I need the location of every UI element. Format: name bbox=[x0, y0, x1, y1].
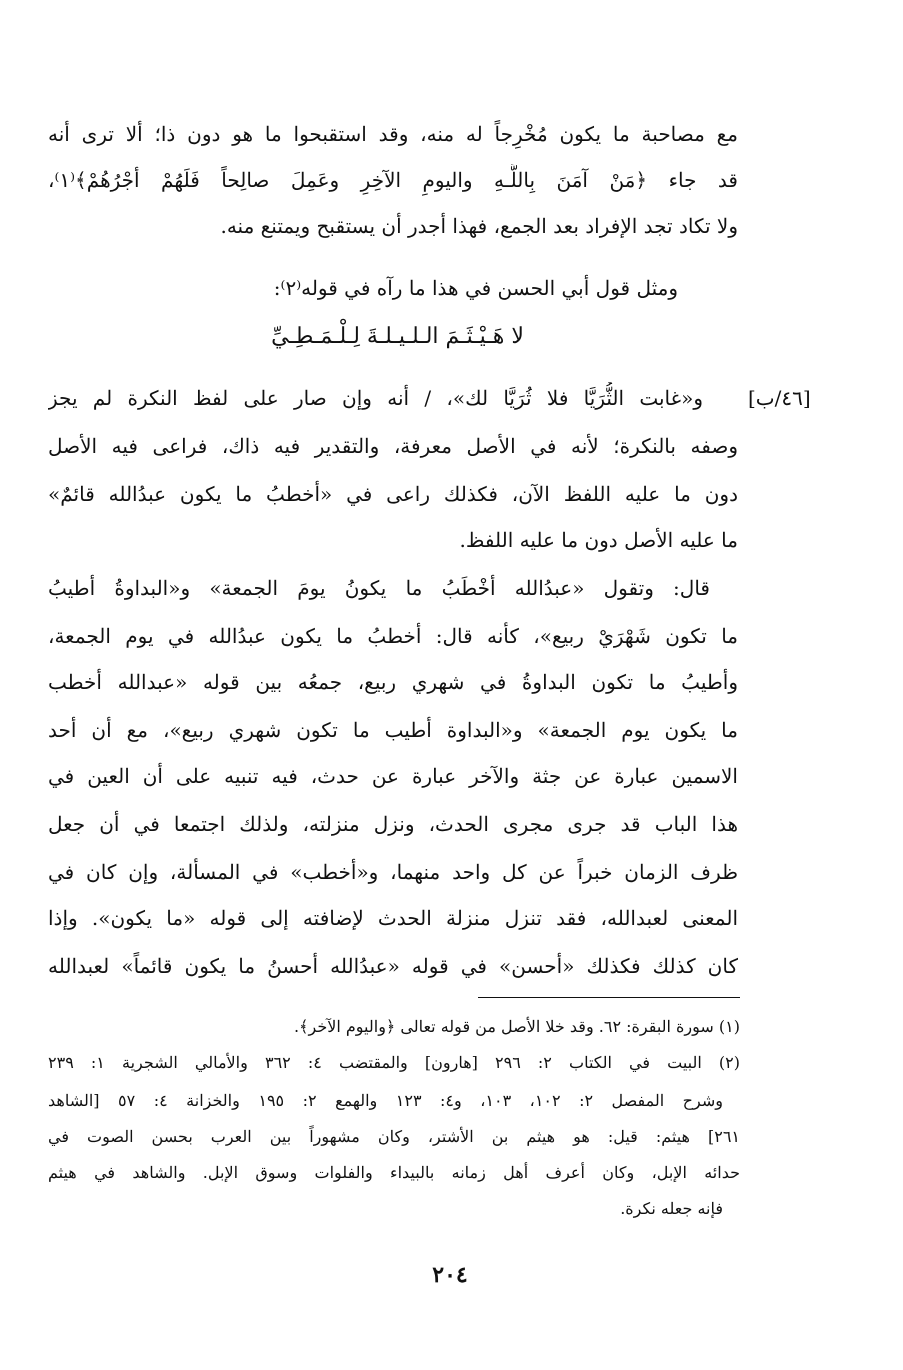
body-line: ظرف الزمان خبراً عن كل واحد منهما، و«أخطب» في المسألة، وإن كان في bbox=[48, 860, 738, 884]
body-line: المعنى لعبدالله، فقد تنزل منزلة الحدث لإضافته إلى قوله «ما يكون». وإذا bbox=[48, 906, 738, 930]
body-line: وصفه بالنكرة؛ لأنه في الأصل معرفة، والتقدير فيه ذاك، فراعى فيه الأصل bbox=[48, 434, 738, 458]
footnote-2: (٢) البيت في الكتاب ٢: ٢٩٦ [هارون] والمقتضب ٤: ٣٦٢ والأمالي الشجرية ١: ٢٣٩ bbox=[48, 1053, 740, 1072]
body-line: دون ما عليه اللفظ الآن، فكذلك راعى في «أخطبُ ما يكون عبدُالله قائمٌ» bbox=[48, 482, 738, 506]
footnote-2-continued: حدائه الإبل، وكان أعرف أهل زمانه بالبيداء والفلوات وسوق الإبل. والشاهد في هيثم bbox=[48, 1163, 740, 1182]
footnote-2-continued: ٢٦١] هيثم: قيل: هو هيثم بن الأشتر، وكان مشهوراً بين العرب بحسن الصوت في bbox=[48, 1127, 740, 1146]
body-line: ما عليه الأصل دون ما عليه اللفظ. bbox=[459, 528, 738, 552]
body-line: ما تكون شَهْرَيْ ربيع»، كأنه قال: أخطبُ ما يكون عبدُالله في يوم الجمعة، bbox=[48, 624, 738, 648]
body-line: ولا تكاد تجد الإفراد بعد الجمع، فهذا أجدر أن يستقبح ويمتنع منه. bbox=[220, 214, 738, 238]
body-line: قال: وتقول «عبدُالله أخْطَبُ ما يكونُ يومَ الجمعة» و«البداوةُ أطيبُ bbox=[48, 576, 710, 600]
body-line: هذا الباب قد جرى مجرى الحدث، ونزل منزلته، ولذلك اجتمعا في أن جعل bbox=[48, 812, 738, 836]
page-number: ٢٠٤ bbox=[432, 1262, 468, 1288]
body-line: وأطيبُ ما تكون البداوةُ في شهري ربيع، جمعُه بين قوله «عبدالله أخطب bbox=[48, 670, 738, 694]
manuscript-folio-marker: [٤٦/ب] bbox=[748, 386, 811, 410]
body-line: و«غابت الثُّرَيَّا فلا ثُرَيَّا لك»، / أنه وإن صار على لفظ النكرة لم يجز bbox=[48, 386, 703, 410]
body-line: ما يكون يوم الجمعة» و«البداوة أطيب ما تكون شهري ربيع»، مع أن أحد bbox=[48, 718, 738, 742]
verse-intro: ومثل قول أبي الحسن في هذا ما رآه في قوله⁽٢⁾: bbox=[273, 276, 678, 300]
body-line: كان كذلك فكذلك «أحسن» في قوله «عبدُالله أحسنُ ما يكون قائماً» لعبدالله bbox=[48, 954, 738, 978]
verse-line: لا هَـيْـثَـمَ الـلـيـلـةَ لِـلْـمَـطِـيِّ bbox=[271, 324, 524, 349]
footnote-1: (١) سورة البقرة: ٦٢. وقد خلا الأصل من قوله تعالى ﴿واليوم الآخر﴾. bbox=[294, 1017, 740, 1036]
body-line: قد جاء ﴿مَنْ آمَنَ بِاللَّـهِ واليومِ الآخِرِ وعَمِلَ صالِحاً فَلَهُمْ أجْرُهُمْ﴾⁽١⁾، bbox=[48, 168, 738, 192]
body-line: الاسمين عبارة عن جثة والآخر عبارة عن حدث، فيه تنبيه على أن العين في bbox=[48, 764, 738, 788]
body-line: مع مصاحبة ما يكون مُخْرِجاً له منه، وقد استقبحوا ما هو دون ذا؛ ألا ترى أنه bbox=[48, 122, 738, 146]
footnote-separator bbox=[478, 997, 740, 998]
footnote-2-continued: فإنه جعله نكرة. bbox=[620, 1199, 723, 1218]
footnote-2-continued: وشرح المفصل ٢: ١٠٢، ١٠٣، و٤: ١٢٣ والهمع ٢: ١٩٥ والخزانة ٤: ٥٧ [الشاهد bbox=[48, 1091, 723, 1110]
